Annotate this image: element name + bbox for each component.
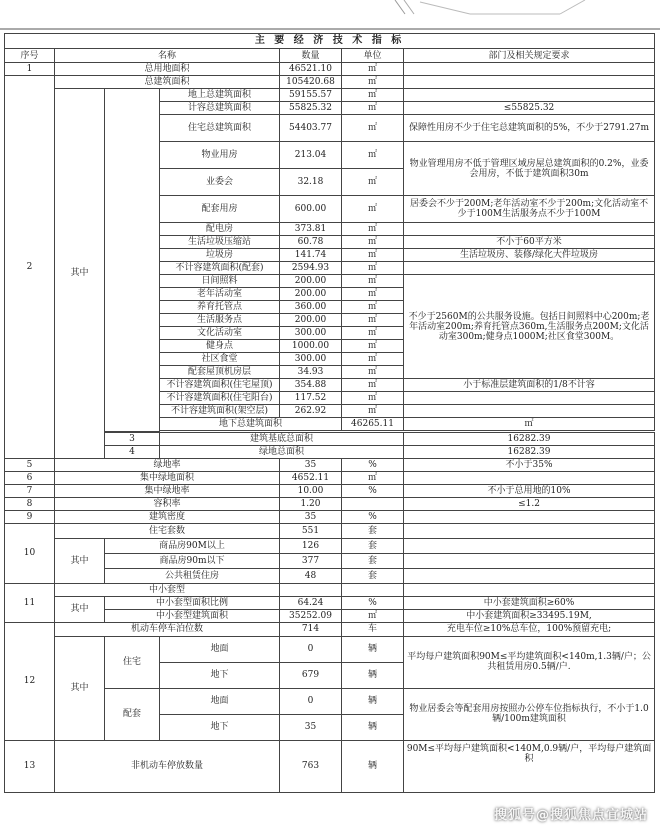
unit-cell: ㎡ (342, 366, 404, 379)
qty-cell: 1000.00 (280, 340, 342, 353)
name-cell: 地下 (160, 714, 280, 740)
qty-cell: 377 (280, 553, 342, 568)
qty-cell: 679 (280, 662, 342, 688)
req-cell: 平均每户建筑面积90M≤平均建筑面积<140m,1.3辆/户；公共租赁用房0.5辆/户. (404, 636, 655, 688)
name-cell: 住宅总建筑面积 (160, 115, 280, 142)
name-cell: 中小套型建筑面积 (105, 609, 280, 622)
seq-cell: 3 (105, 432, 160, 445)
header-req: 部门及相关规定要求 (404, 49, 655, 63)
qty-cell: 60.78 (280, 236, 342, 249)
header-name: 名称 (55, 49, 280, 63)
name-cell: 社区食堂 (160, 353, 280, 366)
unit-cell: ㎡ (342, 196, 404, 223)
qty-cell: 59155.57 (280, 89, 342, 102)
table-row (5, 484, 655, 497)
qty-cell: 10.00 (280, 484, 342, 497)
req-cell (404, 63, 655, 76)
req-cell: 不小于总用地的10% (404, 484, 655, 497)
req-cell: 生活垃圾房、装修/绿化大件垃圾房 (404, 249, 655, 262)
unit-cell: ㎡ (342, 405, 404, 418)
qty-cell: 55825.32 (280, 102, 342, 115)
qty-cell: 714 (280, 622, 342, 636)
req-cell (404, 568, 655, 583)
name-cell: 不计容建筑面积(架空层) (160, 405, 280, 418)
table-row (5, 89, 655, 102)
name-cell: 容积率 (55, 497, 280, 510)
table-title: 主 要 经 济 技 术 指 标 (5, 34, 655, 49)
unit-cell: ㎡ (342, 392, 404, 405)
unit-cell: 辆 (342, 688, 404, 714)
qty-cell: 200.00 (280, 275, 342, 288)
name-cell: 配套用房 (160, 196, 280, 223)
qty-cell: 2594.93 (280, 262, 342, 275)
seq-cell: 13 (5, 740, 55, 792)
req-cell (404, 538, 655, 553)
unit-cell: ㎡ (342, 275, 404, 288)
name-cell: 公共租赁住房 (105, 568, 280, 583)
group-label: 其中 (55, 636, 105, 740)
req-cell (404, 523, 655, 538)
unit-cell: % (342, 458, 404, 471)
qty-cell: 0 (280, 636, 342, 662)
unit-cell: 辆 (342, 662, 404, 688)
header-seq: 序号 (5, 49, 55, 63)
req-cell (404, 392, 655, 405)
floorplan-fragment-graphic (0, 0, 660, 30)
unit-cell: % (342, 510, 404, 523)
req-cell: 中小套建筑面积≥60% (404, 596, 655, 609)
unit-cell: 套 (342, 568, 404, 583)
name-cell: 集中绿地率 (55, 484, 280, 497)
table-row (5, 740, 655, 792)
name-cell: 商品房90m以下 (105, 553, 280, 568)
unit-cell: % (342, 596, 404, 609)
qty-cell: 35 (280, 714, 342, 740)
qty-cell: 0 (280, 688, 342, 714)
unit-cell: ㎡ (342, 236, 404, 249)
req-cell (404, 405, 655, 418)
unit-cell: % (342, 484, 404, 497)
req-cell: 小于标准层建筑面积的1/8不计容 (404, 379, 655, 392)
qty-cell: 1.20 (280, 497, 342, 510)
qty-cell (280, 583, 342, 596)
qty-cell: 141.74 (280, 249, 342, 262)
table-row (5, 636, 655, 662)
table-row (5, 523, 655, 538)
unit-cell: ㎡ (342, 471, 404, 484)
unit-cell: ㎡ (342, 327, 404, 340)
req-cell: 充电车位≥10%总车位，100%预留充电; (404, 622, 655, 636)
name-cell: 生活垃圾压缩站 (160, 236, 280, 249)
qty-cell: 64.24 (280, 596, 342, 609)
table-row (5, 538, 655, 553)
group-label: 住宅 (105, 636, 160, 688)
name-cell: 文化活动室 (160, 327, 280, 340)
name-cell: 集中绿地面积 (55, 471, 280, 484)
req-cell: 不小于35% (404, 458, 655, 471)
seq-cell: 7 (5, 484, 55, 497)
indicators-table (4, 33, 655, 793)
unit-cell: 套 (342, 538, 404, 553)
unit-cell: ㎡ (342, 249, 404, 262)
req-cell: 中小套建筑面积≥33495.19M, (404, 609, 655, 622)
qty-cell: 300.00 (280, 327, 342, 340)
top-decoration (0, 0, 660, 30)
name-cell: 养育托管点 (160, 301, 280, 314)
name-cell: 配套屋顶机房层 (160, 366, 280, 379)
req-cell (404, 89, 655, 102)
table-row (5, 497, 655, 510)
name-cell: 商品房90M以上 (105, 538, 280, 553)
name-cell: 地面 (160, 688, 280, 714)
group-label: 配套 (105, 688, 160, 740)
qty-cell: 763 (280, 740, 342, 792)
seq-cell: 2 (5, 76, 55, 459)
unit-cell: ㎡ (342, 288, 404, 301)
name-cell: 绿地总面积 (160, 445, 404, 458)
table-row (5, 622, 655, 636)
table-row (5, 458, 655, 471)
qty-cell: 48 (280, 568, 342, 583)
req-cell: 保障性用房不少于住宅总建筑面积的5%，不少于2791.27m (404, 115, 655, 142)
unit-cell: ㎡ (342, 115, 404, 142)
req-cell (404, 262, 655, 275)
name-cell: 中小套型 (55, 583, 280, 596)
req-cell: 不小于60平方米 (404, 236, 655, 249)
req-cell: ≤55825.32 (404, 102, 655, 115)
table-row (5, 63, 655, 76)
unit-cell: 辆 (342, 636, 404, 662)
unit-cell: ㎡ (342, 301, 404, 314)
table-row (5, 471, 655, 484)
name-cell: 机动车停车泊位数 (55, 622, 280, 636)
unit-cell: 车 (342, 622, 404, 636)
req-cell: 90M≤平均每户建筑面积<140M,0.9辆/户，平均每户建筑面积 (404, 740, 655, 792)
qty-cell: 354.88 (280, 379, 342, 392)
req-cell (404, 471, 655, 484)
name-cell: 总建筑面积 (55, 76, 280, 89)
table-row (5, 596, 655, 609)
req-cell: ≤1.2 (404, 497, 655, 510)
name-cell: 中小套型面积比例 (105, 596, 280, 609)
qty-cell: 551 (280, 523, 342, 538)
unit-cell: ㎡ (342, 169, 404, 196)
qty-cell: 35 (280, 458, 342, 471)
unit-cell: 辆 (342, 740, 404, 792)
unit-cell: 辆 (342, 714, 404, 740)
name-cell: 老年活动室 (160, 288, 280, 301)
unit-cell: ㎡ (342, 353, 404, 366)
name-cell: 不计容建筑面积(住宅屋顶) (160, 379, 280, 392)
name-cell: 垃圾房 (160, 249, 280, 262)
qty-cell: 35 (280, 510, 342, 523)
unit-cell: ㎡ (342, 63, 404, 76)
unit-cell (342, 497, 404, 510)
name-cell: 绿地率 (55, 458, 280, 471)
table-row (5, 510, 655, 523)
name-cell: 建筑密度 (55, 510, 280, 523)
group-label: 其中 (55, 89, 105, 459)
qty-cell: 360.00 (280, 301, 342, 314)
req-cell: 不少于2560M的公共服务设施。包括日间照料中心200m;老年活动室200m;养育托管点360m,生活服务点200M;文化活动室300m;健身点1000M;社区食堂300M。 (404, 275, 655, 379)
req-cell: 居委会不少于200M;老年活动室不少于200m;文化活动室不少于100M生活服务点不少于100M (404, 196, 655, 223)
unit-cell: ㎡ (342, 142, 404, 169)
seq-cell: 9 (5, 510, 55, 523)
name-cell: 日间照料 (160, 275, 280, 288)
header-qty: 数量 (280, 49, 342, 63)
group-label (105, 89, 160, 432)
unit-cell: ㎡ (342, 89, 404, 102)
name-cell: 总用地面积 (55, 63, 280, 76)
qty-cell: 126 (280, 538, 342, 553)
qty-cell: 200.00 (280, 288, 342, 301)
seq-cell: 11 (5, 583, 55, 622)
qty-cell: 54403.77 (280, 115, 342, 142)
qty-cell: 300.00 (280, 353, 342, 366)
name-cell: 健身点 (160, 340, 280, 353)
unit-cell: ㎡ (342, 262, 404, 275)
qty-cell: 4652.11 (280, 471, 342, 484)
unit-cell: ㎡ (342, 314, 404, 327)
name-cell: 不计容建筑面积(住宅阳台) (160, 392, 280, 405)
qty-cell: 34.93 (280, 366, 342, 379)
table-row (5, 583, 655, 596)
seq-cell: 12 (5, 622, 55, 740)
name-cell: 生活服务点 (160, 314, 280, 327)
seq-cell: 8 (5, 497, 55, 510)
qty-cell: 46265.11 (342, 418, 404, 431)
header-row (5, 49, 655, 63)
watermark-text: 搜狐号@搜狐焦点宜城站 (493, 808, 648, 823)
qty-cell: 262.92 (280, 405, 342, 418)
group-label: 其中 (55, 538, 105, 583)
name-cell: 业委会 (160, 169, 280, 196)
qty-cell: 16282.39 (404, 432, 655, 445)
group-label: 其中 (55, 596, 105, 622)
req-cell: 物业居委会等配套用房按照办公停车位指标执行，不小于1.0辆/100m建筑面积 (404, 688, 655, 740)
req-cell: 物业管理用房不低于管理区域房屋总建筑面积的0.2%，业委会用房，不低于建筑面积30m (404, 142, 655, 196)
req-cell (404, 510, 655, 523)
name-cell: 地上总建筑面积 (160, 89, 280, 102)
req-cell (404, 583, 655, 596)
seq-cell: 6 (5, 471, 55, 484)
unit-cell: ㎡ (342, 379, 404, 392)
qty-cell: 213.04 (280, 142, 342, 169)
name-cell: 不计容建筑面积(配套) (160, 262, 280, 275)
unit-cell: ㎡ (342, 102, 404, 115)
unit-cell: ㎡ (342, 76, 404, 89)
req-cell (404, 76, 655, 89)
name-cell: 地面 (160, 636, 280, 662)
name-cell: 配电房 (160, 223, 280, 236)
unit-cell (342, 583, 404, 596)
seq-cell: 4 (105, 445, 160, 458)
unit-cell: 套 (342, 553, 404, 568)
req-cell (404, 223, 655, 236)
qty-cell: 35252.09 (280, 609, 342, 622)
name-cell: 地下 (160, 662, 280, 688)
seq-cell: 1 (5, 63, 55, 76)
name-cell: 物业用房 (160, 142, 280, 169)
qty-cell: 32.18 (280, 169, 342, 196)
qty-cell: 200.00 (280, 314, 342, 327)
seq-cell: 10 (5, 523, 55, 583)
qty-cell: 46521.10 (280, 63, 342, 76)
unit-cell: ㎡ (342, 609, 404, 622)
qty-cell: 105420.68 (280, 76, 342, 89)
name-cell: 非机动车停放数量 (55, 740, 280, 792)
unit-cell: ㎡ (342, 223, 404, 236)
unit-cell: ㎡ (342, 340, 404, 353)
name-cell: 住宅套数 (55, 523, 280, 538)
name-cell: 计容总建筑面积 (160, 102, 280, 115)
table-row (5, 76, 655, 89)
seq-cell: 5 (5, 458, 55, 471)
qty-cell: 117.52 (280, 392, 342, 405)
unit-cell: ㎡ (404, 418, 655, 431)
qty-cell: 373.81 (280, 223, 342, 236)
header-unit: 单位 (342, 49, 404, 63)
qty-cell: 600.00 (280, 196, 342, 223)
name-cell: 地下总建筑面积 (160, 418, 342, 431)
name-cell: 建筑基底总面积 (160, 432, 404, 445)
technical-indicators-sheet (4, 33, 654, 793)
req-cell (404, 553, 655, 568)
qty-cell: 16282.39 (404, 445, 655, 458)
unit-cell: 套 (342, 523, 404, 538)
